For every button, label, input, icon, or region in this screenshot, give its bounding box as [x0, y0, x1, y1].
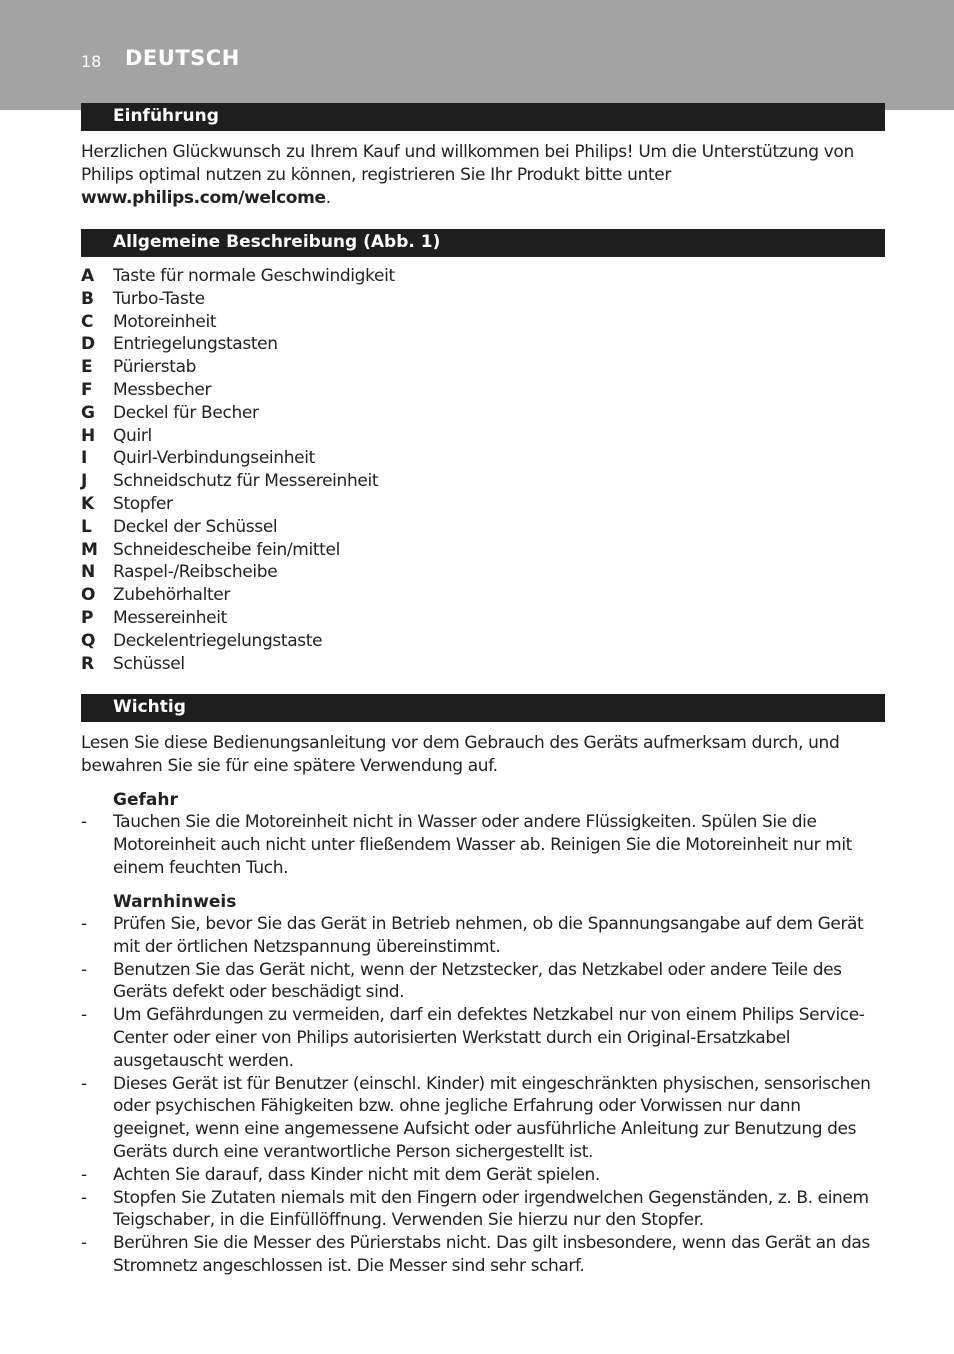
danger-list — [81, 811, 881, 879]
part-item — [81, 539, 881, 562]
bullet-text: Dieses Gerät ist für Benutzer (einschl. Kinder) mit eingeschränkten physischen, sensorischen oder psychischen Fähigkeiten bzw. ohne jegliche Erfahrung oder Vorwissen nur dann geeignet, wenn eine angemessene Aufsicht oder ausführliche Anleitung zur Benutzung des Geräts durch eine verantwortliche Person sichergestellt ist. — [113, 1073, 871, 1162]
part-letter: H — [81, 425, 96, 446]
part-item — [81, 493, 881, 516]
part-letter: I — [81, 448, 88, 469]
bullet-item — [81, 959, 881, 1005]
part-item — [81, 288, 881, 311]
part-item — [81, 653, 881, 676]
part-item — [81, 516, 881, 539]
part-item — [81, 630, 881, 653]
part-letter: Q — [81, 630, 96, 651]
page-header — [0, 0, 954, 110]
intro-text-end: . — [325, 188, 331, 208]
bullet-item — [81, 1232, 881, 1278]
bullet-dash: - — [81, 812, 87, 832]
part-letter: O — [81, 585, 96, 606]
bullet-dash: - — [81, 914, 87, 934]
part-item — [81, 265, 881, 288]
part-label: Messereinheit — [113, 607, 227, 628]
part-item — [81, 311, 881, 334]
part-letter: C — [81, 311, 94, 332]
intro-text: Herzlichen Glückwunsch zu Ihrem Kauf und willkommen bei Philips! Um die Unterstützung von Philips optimal nutzen zu können, registrieren Sie Ihr Produkt bitte unter — [81, 142, 854, 185]
part-label: Motoreinheit — [113, 311, 217, 332]
part-label: Stopfer — [113, 493, 173, 514]
bullet-text: Prüfen Sie, bevor Sie das Gerät in Betrieb nehmen, ob die Spannungsangabe auf dem Gerät mit der örtlichen Netzspannung übereinstimmt. — [113, 914, 864, 957]
part-label: Taste für normale Geschwindigkeit — [113, 266, 395, 286]
page-number: 18 — [81, 52, 102, 71]
bullet-dash: - — [81, 1187, 87, 1208]
part-item — [81, 470, 881, 493]
warning-list — [81, 913, 881, 1278]
bullet-text: Tauchen Sie die Motoreinheit nicht in Wasser oder andere Flüssigkeiten. Spülen Sie die Motoreinheit auch nicht unter fließendem Wasser ab. Reinigen Sie die Motoreinheit nur mit einem feuchten Tuch. — [113, 812, 852, 878]
part-label: Entriegelungstasten — [113, 334, 278, 355]
part-letter: D — [81, 334, 96, 355]
part-letter: J — [81, 471, 88, 492]
part-item — [81, 402, 881, 425]
section-title-important: Wichtig — [113, 697, 186, 717]
bullet-text: Achten Sie darauf, dass Kinder nicht mit dem Gerät spielen. — [113, 1164, 600, 1185]
bullet-item — [81, 1073, 881, 1164]
part-item — [81, 607, 881, 630]
part-label: Quirl-Verbindungseinheit — [113, 448, 315, 469]
bullet-dash: - — [81, 1164, 87, 1185]
part-label: Schneidschutz für Messereinheit — [113, 471, 379, 492]
bullet-text: Stopfen Sie Zutaten niemals mit den Fingern oder irgendwelchen Gegenständen, z. B. einem Teigschaber, in die Einfüllöffnung. Verwenden Sie hierzu nur den Stopfer. — [113, 1187, 869, 1231]
part-letter: A — [81, 266, 95, 286]
bullet-text: Berühren Sie die Messer des Pürierstabs nicht. Das gilt insbesondere, wenn das Gerät an das Stromnetz angeschlossen ist. Die Messer sind sehr scharf. — [113, 1233, 870, 1276]
danger-heading: Gefahr — [113, 790, 178, 810]
bullet-text: Um Gefährdungen zu vermeiden, darf ein defektes Netzkabel nur von einem Philips Service-Center oder einer von Philips autorisierten Werkstatt durch ein Original-Ersatzkabel ausgetauscht werden. — [113, 1005, 865, 1071]
part-letter: F — [81, 379, 93, 400]
section-title-description: Allgemeine Beschreibung (Abb. 1) — [113, 232, 441, 252]
part-letter: K — [81, 493, 95, 514]
part-letter: R — [81, 653, 95, 674]
part-letter: P — [81, 607, 94, 628]
bullet-text: Benutzen Sie das Gerät nicht, wenn der Netzstecker, das Netzkabel oder andere Teile des Geräts defekt oder beschädigt sind. — [113, 959, 842, 1003]
part-letter: N — [81, 562, 96, 583]
part-letter: G — [81, 402, 95, 423]
bullet-item — [81, 811, 881, 879]
part-item — [81, 447, 881, 470]
part-label: Schüssel — [113, 653, 185, 674]
intro-paragraph — [81, 141, 881, 210]
important-intro: Lesen Sie diese Bedienungsanleitung vor dem Gebrauch des Geräts aufmerksam durch, und bewahren Sie sie für eine spätere Verwendung auf. — [81, 733, 840, 776]
section-heading-description — [81, 229, 885, 257]
part-label: Schneidescheibe fein/mittel — [113, 539, 340, 560]
part-label: Deckel für Becher — [113, 402, 259, 423]
parts-list — [81, 265, 881, 675]
bullet-item — [81, 1004, 881, 1072]
part-letter: L — [81, 516, 92, 537]
section-title-intro: Einführung — [113, 106, 219, 126]
part-label: Messbecher — [113, 379, 212, 400]
bullet-dash: - — [81, 1073, 87, 1094]
part-label: Zubehörhalter — [113, 585, 231, 606]
part-letter: M — [81, 539, 98, 560]
part-label: Pürierstab — [113, 357, 197, 378]
section-heading-important — [81, 694, 885, 722]
warning-heading: Warnhinweis — [113, 892, 237, 912]
part-item — [81, 584, 881, 607]
part-item — [81, 333, 881, 356]
part-letter: E — [81, 357, 93, 378]
bullet-item — [81, 913, 881, 959]
bullet-dash: - — [81, 1233, 87, 1254]
part-label: Deckelentriegelungstaste — [113, 630, 323, 651]
section-heading-intro — [81, 103, 885, 131]
part-label: Turbo-Taste — [113, 288, 205, 309]
part-label: Deckel der Schüssel — [113, 516, 278, 537]
part-label: Raspel-/Reibscheibe — [113, 562, 278, 583]
part-item — [81, 561, 881, 584]
part-item — [81, 356, 881, 379]
part-item — [81, 425, 881, 448]
philips-link[interactable]: www.philips.com/welcome — [81, 188, 326, 208]
bullet-item — [81, 1164, 881, 1187]
bullet-dash: - — [81, 1005, 87, 1026]
bullet-dash: - — [81, 959, 87, 980]
bullet-item — [81, 1187, 881, 1233]
part-item — [81, 379, 881, 402]
part-label: Quirl — [113, 425, 152, 446]
part-letter: B — [81, 288, 94, 309]
language-title: DEUTSCH — [125, 46, 240, 70]
